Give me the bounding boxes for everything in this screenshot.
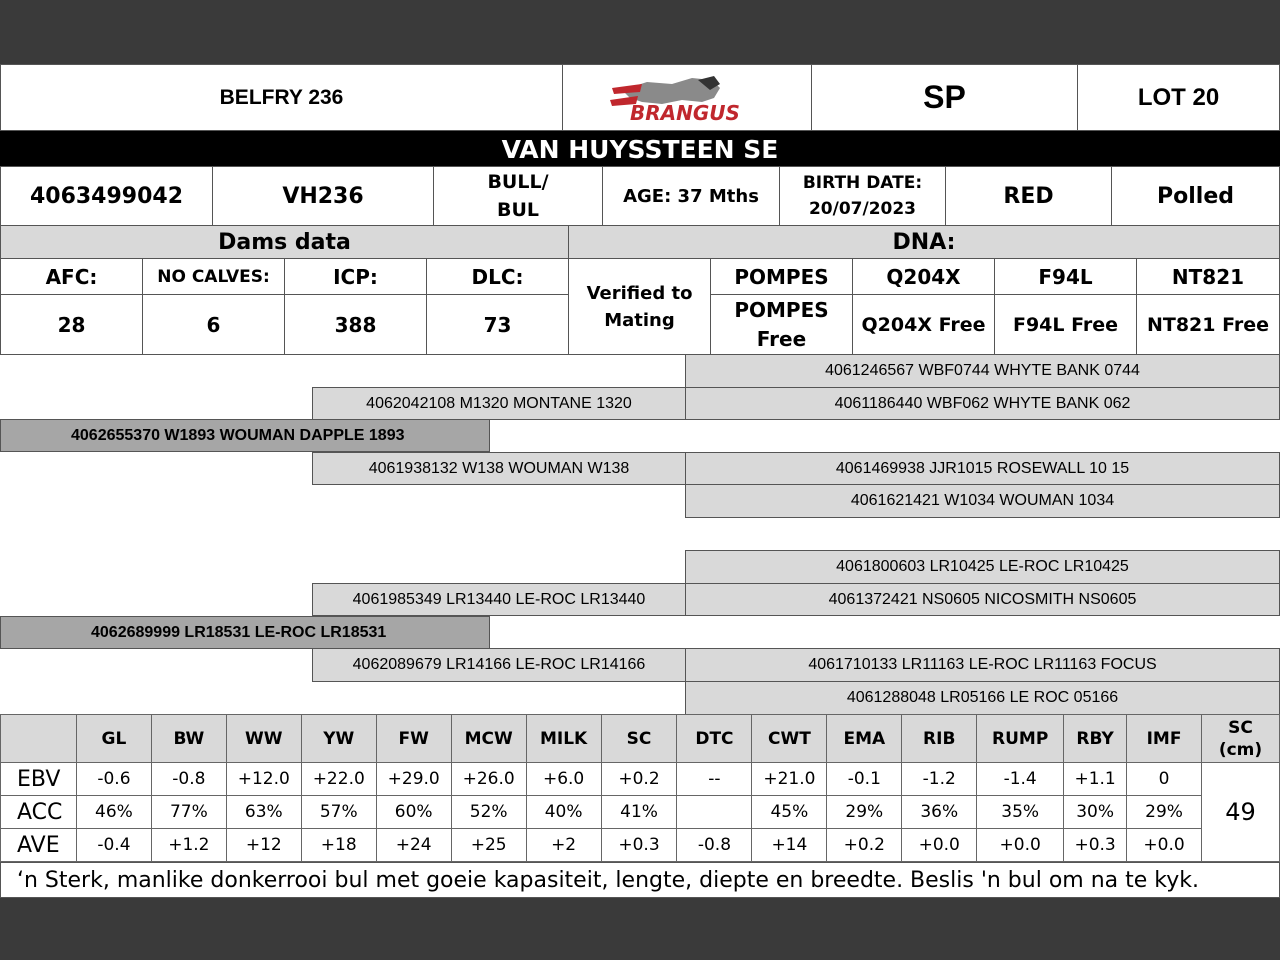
acc-value: 40% (526, 796, 601, 829)
ebv-header: WW (226, 715, 301, 763)
ebv-header: IMF (1127, 715, 1202, 763)
animal-age: AGE: 37 Mths (602, 166, 780, 226)
ave-value: +24 (376, 829, 451, 862)
dams-header-dlc: DLC: (426, 258, 569, 295)
ebv-value: +12.0 (226, 763, 301, 796)
ebv-header: RBY (1064, 715, 1127, 763)
ave-value: +0.3 (1064, 829, 1127, 862)
ave-value: -0.4 (76, 829, 151, 862)
animal-sex: BULL/ BUL (433, 166, 603, 226)
acc-value: 35% (977, 796, 1064, 829)
ebv-header: DTC (677, 715, 752, 763)
pedigree-dam-ds: 4061710133 LR11163 LE-ROC LR11163 FOCUS (685, 648, 1280, 682)
ebv-value: +6.0 (526, 763, 601, 796)
ave-value: +1.2 (151, 829, 226, 862)
ebv-value: +22.0 (301, 763, 376, 796)
ebv-value: +26.0 (451, 763, 526, 796)
ave-value: +0.0 (1127, 829, 1202, 862)
acc-value: 29% (827, 796, 902, 829)
ebv-header-sc-cm: SC (cm) (1202, 715, 1280, 763)
pedigree-dam-sd: 4061372421 NS0605 NICOSMITH NS0605 (685, 583, 1280, 616)
ave-row-label: AVE (1, 829, 77, 862)
ave-value: +25 (451, 829, 526, 862)
ebv-header: MCW (451, 715, 526, 763)
ebv-row (1, 763, 1280, 796)
top-bar (0, 0, 1280, 64)
ave-value: -0.8 (677, 829, 752, 862)
lot-number: LOT 20 (1077, 64, 1280, 131)
pedigree-dam: 4062689999 LR18531 LE-ROC LR18531 (0, 616, 490, 649)
ebv-header: GL (76, 715, 151, 763)
dams-value-icp: 388 (284, 294, 427, 355)
acc-value: 29% (1127, 796, 1202, 829)
ebv-header: RUMP (977, 715, 1064, 763)
acc-row-label: ACC (1, 796, 77, 829)
ebv-value: -1.4 (977, 763, 1064, 796)
bottom-bar (0, 898, 1280, 960)
pedigree-sire: 4062655370 W1893 WOUMAN DAPPLE 1893 (0, 419, 490, 452)
dams-value-dlc: 73 (426, 294, 569, 355)
ebv-header: EMA (827, 715, 902, 763)
animal-colour: RED (945, 166, 1112, 226)
dams-header-icp: ICP: (284, 258, 427, 295)
dna-value-f94l: F94L Free (994, 294, 1137, 355)
pedigree-dam-dd: 4061288048 LR05166 LE ROC 05166 (685, 681, 1280, 715)
acc-row (1, 796, 1280, 829)
birth-date: BIRTH DATE: 20/07/2023 (779, 166, 946, 226)
ave-value: +0.2 (827, 829, 902, 862)
pedigree-sire-sire: 4062042108 M1320 MONTANE 1320 (312, 387, 686, 420)
brangus-logo-icon (602, 70, 772, 126)
comment: ‘n Sterk, manlike donkerrooi bul met goeie kapasiteit, lengte, diepte en breedte. Beslis 'n bul om na te kyk. (0, 862, 1280, 898)
acc-value (677, 796, 752, 829)
ebv-header: SC (601, 715, 677, 763)
pedigree-dam-sire: 4061985349 LR13440 LE-ROC LR13440 (312, 583, 686, 616)
ebv-header: BW (151, 715, 226, 763)
ebv-header: FW (376, 715, 451, 763)
class-label: SP (811, 64, 1078, 131)
sc-cm-value: 49 (1202, 763, 1280, 862)
acc-value: 30% (1064, 796, 1127, 829)
acc-value: 45% (752, 796, 827, 829)
pedigree-dam-ss: 4061800603 LR10425 LE-ROC LR10425 (685, 550, 1280, 584)
ave-row (1, 829, 1280, 862)
pedigree-sire-sd: 4061186440 WBF062 WHYTE BANK 062 (685, 387, 1280, 420)
acc-value: 77% (151, 796, 226, 829)
ebv-row-label: EBV (1, 763, 77, 796)
pedigree-sire-ds: 4061469938 JJR1015 ROSEWALL 10 15 (685, 452, 1280, 485)
dna-value-nt821: NT821 Free (1136, 294, 1280, 355)
dna-value-q204x: Q204X Free (852, 294, 995, 355)
ave-value: +0.0 (977, 829, 1064, 862)
dna-header-q204x: Q204X (852, 258, 995, 295)
acc-value: 52% (451, 796, 526, 829)
ebv-header: CWT (752, 715, 827, 763)
ebv-value: +29.0 (376, 763, 451, 796)
pedigree-sire-ss: 4061246567 WBF0744 WHYTE BANK 0744 (685, 354, 1280, 388)
dams-header-calves: NO CALVES: (142, 258, 285, 295)
dna-value-pompes: POMPES Free (710, 294, 853, 355)
acc-value: 46% (76, 796, 151, 829)
animal-name: BELFRY 236 (0, 64, 563, 131)
ebv-value: -0.8 (151, 763, 226, 796)
dna-title: DNA: (568, 225, 1280, 259)
ebv-corner (1, 715, 77, 763)
dna-header-f94l: F94L (994, 258, 1137, 295)
ebv-value: -0.6 (76, 763, 151, 796)
ebv-header-row (1, 715, 1280, 763)
dna-verified: Verified to Mating (568, 258, 711, 355)
ebv-value: +1.1 (1064, 763, 1127, 796)
dams-header-afc: AFC: (0, 258, 143, 295)
ebv-value: -0.1 (827, 763, 902, 796)
brangus-logo (562, 64, 812, 131)
acc-value: 63% (226, 796, 301, 829)
animal-code: VH236 (212, 166, 434, 226)
animal-horn: Polled (1111, 166, 1280, 226)
breeder-name: VAN HUYSSTEEN SE (0, 131, 1280, 167)
ebv-value: -- (677, 763, 752, 796)
ebv-header: YW (301, 715, 376, 763)
acc-value: 57% (301, 796, 376, 829)
ebv-table (0, 714, 1280, 862)
dams-data-title: Dams data (0, 225, 569, 259)
acc-value: 41% (601, 796, 677, 829)
ebv-value: +21.0 (752, 763, 827, 796)
ebv-header: RIB (902, 715, 977, 763)
ebv-value: -1.2 (902, 763, 977, 796)
pedigree-dam-dam: 4062089679 LR14166 LE-ROC LR14166 (312, 648, 686, 682)
ave-value: +0.0 (902, 829, 977, 862)
acc-value: 60% (376, 796, 451, 829)
pedigree-sire-dd: 4061621421 W1034 WOUMAN 1034 (685, 484, 1280, 518)
dams-value-afc: 28 (0, 294, 143, 355)
ebv-header: MILK (526, 715, 601, 763)
dams-value-calves: 6 (142, 294, 285, 355)
dna-header-nt821: NT821 (1136, 258, 1280, 295)
pedigree-sire-dam: 4061938132 W138 WOUMAN W138 (312, 452, 686, 485)
logo-text: BRANGUS (630, 100, 740, 125)
animal-id: 4063499042 (0, 166, 213, 226)
ave-value: +0.3 (601, 829, 677, 862)
ave-value: +12 (226, 829, 301, 862)
ebv-value: 0 (1127, 763, 1202, 796)
acc-value: 36% (902, 796, 977, 829)
ebv-value: +0.2 (601, 763, 677, 796)
ave-value: +2 (526, 829, 601, 862)
ave-value: +18 (301, 829, 376, 862)
ave-value: +14 (752, 829, 827, 862)
dna-header-pompes: POMPES (710, 258, 853, 295)
